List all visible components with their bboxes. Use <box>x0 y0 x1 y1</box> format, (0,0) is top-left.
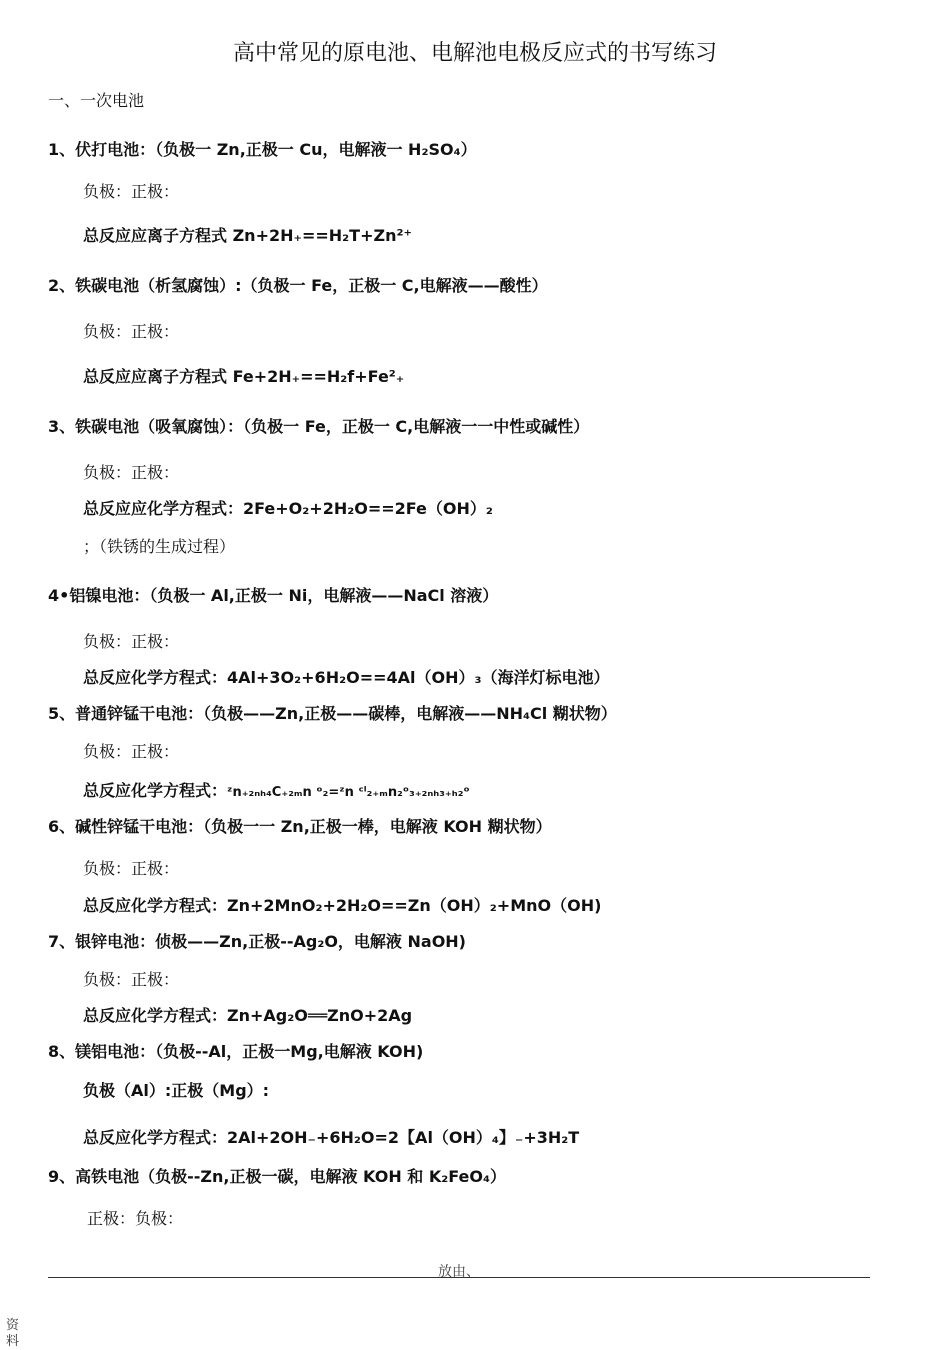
item-4-equation: 总反应化学方程式：4Al+3O₂+6H₂O==4Al（OH）₃（海洋灯标电池） <box>83 668 610 687</box>
item-3-electrodes: 负极：正极： <box>83 463 180 482</box>
item-8-electrodes: 负极（Al）:正极（Mg）: <box>83 1081 270 1100</box>
item-3-equation: 总反应应化学方程式：2Fe+O₂+2H₂O==2Fe（OH）₂ <box>83 499 493 518</box>
item-8-equation: 总反应化学方程式：2Al+2OH₋+6H₂O=2【Al（OH）₄】₋+3H₂T <box>83 1128 580 1147</box>
item-9-heading: 9、高铁电池（负极--Zn,正极一碳，电解液 KOH 和 K₂FeO₄） <box>48 1167 507 1186</box>
item-7-equation: 总反应化学方程式：Zn+Ag₂O══ZnO+2Ag <box>83 1006 413 1025</box>
item-1-heading: 1、伏打电池：（负极一 Zn,正极一 Cu，电解液一 H₂SO₄） <box>48 140 477 159</box>
item-4-heading: 4•铝镍电池：（负极一 Al,正极一 Ni，电解液——NaCl 溶液） <box>48 586 499 605</box>
item-5-electrodes: 负极：正极： <box>83 742 180 761</box>
item-3-heading: 3、铁碳电池（吸氧腐蚀）：（负极一 Fe，正极一 C,电解液一一中性或碱性） <box>48 417 590 436</box>
item-6-equation: 总反应化学方程式：Zn+2MnO₂+2H₂O==Zn（OH）₂+MnO（OH) <box>83 896 602 915</box>
item-5-equation-label: 总反应化学方程式： <box>83 781 228 800</box>
item-2-equation: 总反应应离子方程式 Fe+2H₊==H₂f+Fe²₊ <box>83 367 405 386</box>
section-heading: 一、一次电池 <box>48 91 145 110</box>
item-7-electrodes: 负极：正极： <box>83 970 180 989</box>
item-9-electrodes: 正极：负极： <box>87 1209 184 1228</box>
item-5-heading: 5、普通锌锰干电池：（负极——Zn,正极——碳棒，电解液——NH₄Cl 糊状物） <box>48 704 617 723</box>
item-1-electrodes: 负极：正极： <box>83 182 180 201</box>
footer-text: 放由、 <box>438 1264 480 1280</box>
item-5-equation-formula: ᶻn₊₂ₙₕ₄C₊₂ₘn ᵒ₂=ᶻn ᶜˡ₂₊ₘn₂ᵒ₃₊₂ₙₕ₃₊ₕ₂ᵒ <box>227 785 470 800</box>
item-2-electrodes: 负极：正极： <box>83 322 180 341</box>
footer-divider <box>48 1277 870 1278</box>
item-1-equation: 总反应应离子方程式 Zn+2H₊==H₂T+Zn²⁺ <box>83 226 412 245</box>
item-5-equation <box>83 781 470 803</box>
item-6-electrodes: 负极：正极： <box>83 859 180 878</box>
item-2-heading: 2、铁碳电池（析氢腐蚀）:（负极一 Fe，正极一 C,电解液——酸性） <box>48 276 548 295</box>
page-title: 高中常见的原电池、电解池电极反应式的书写练习 <box>232 41 717 66</box>
item-6-heading: 6、碱性锌锰干电池：（负极一一 Zn,正极一棒，电解液 KOH 糊状物） <box>48 817 552 836</box>
item-4-electrodes: 负极：正极： <box>83 632 180 651</box>
item-3-note: ；（铁锈的生成过程） <box>83 537 236 556</box>
item-8-heading: 8、镁铝电池：（负极--Al，正极一Mg,电解液 KOH) <box>48 1042 424 1061</box>
side-label: 资料 <box>6 1318 20 1349</box>
item-7-heading: 7、银锌电池：侦极——Zn,正极--Ag₂O，电解液 NaOH) <box>48 932 466 951</box>
